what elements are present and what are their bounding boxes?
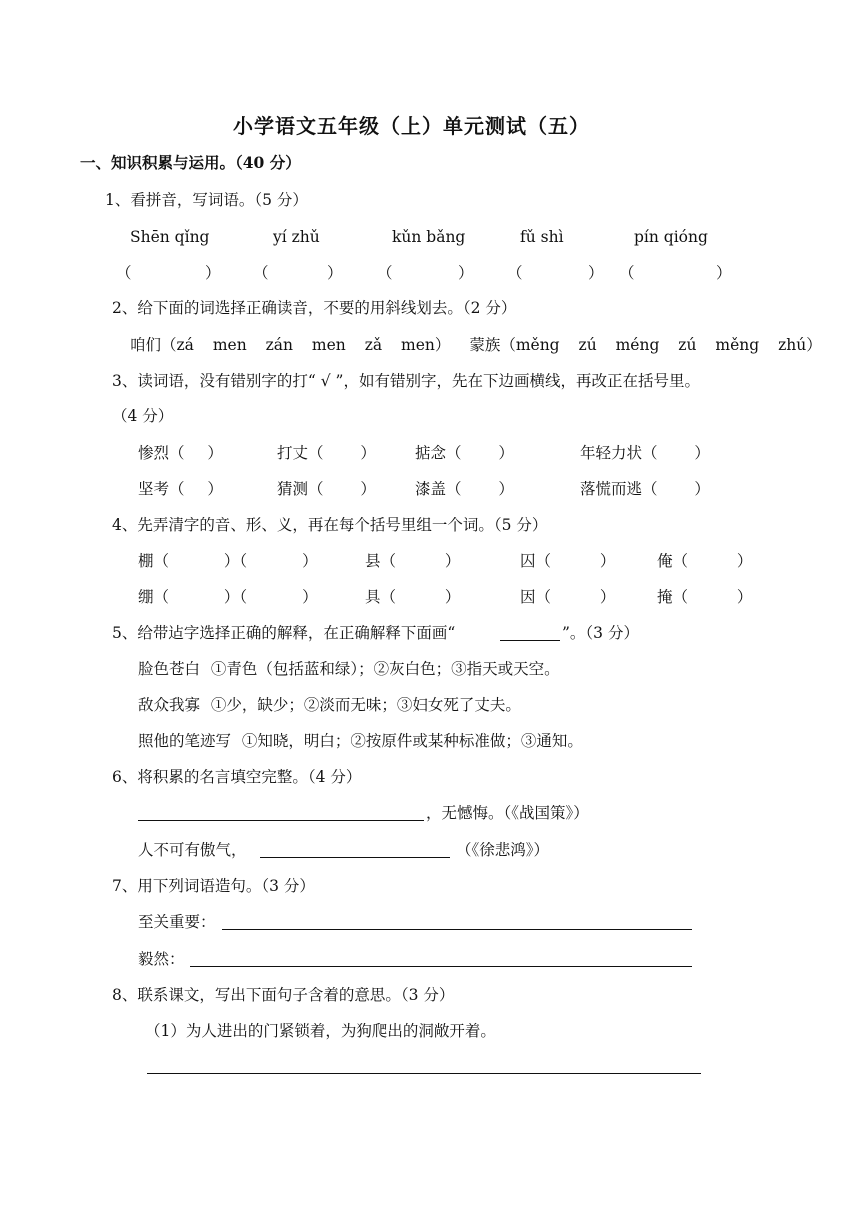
definition-line: 脸色苍白 ①青色（包括蓝和绿）；②灰白色；③指天或天空。 — [138, 660, 560, 678]
word-item: 因（ ） — [520, 588, 616, 606]
word-item: 坚考（ ） — [138, 480, 223, 498]
page-title: 小学语文五年级（上）单元测试（五） — [233, 114, 590, 138]
word-item: 县（ ） — [365, 552, 461, 570]
question-6-heading: 6、将积累的名言填空完整。（4 分） — [112, 768, 362, 786]
answer-bracket-open: （ — [507, 264, 523, 282]
word-item: 具（ ） — [365, 588, 461, 606]
answer-bracket-open: （ — [116, 264, 132, 282]
word-item: 惨烈（ ） — [138, 444, 223, 462]
pinyin-5: pín qióng — [634, 228, 708, 246]
question-3-score: （4 分） — [112, 407, 174, 425]
word-item: 棚（ ）（ ） — [138, 552, 318, 570]
word-item: 掩（ ） — [657, 588, 753, 606]
pinyin-2: yí zhǔ — [273, 228, 320, 246]
answer-bracket-close: ） — [327, 264, 343, 282]
definition-line: 敌众我寡 ①少，缺少；②淡而无味；③妇女死了丈夫。 — [138, 696, 521, 714]
word-prompt: 毅然： — [138, 950, 185, 968]
pinyin-3: kǔn bǎng — [392, 228, 466, 246]
answer-bracket-open: （ — [377, 264, 393, 282]
answer-bracket-close: ） — [458, 264, 474, 282]
question-5-heading: 5、给带迠字选择正确的解释，在正确解释下面画“ — [112, 624, 456, 642]
question-2-heading: 2、给下面的词选择正确读音，不要的用斜线划去。（2 分） — [112, 299, 517, 317]
definition-line: 照他的笔迹写 ①知晓，明白；②按原件或某种标准做；③通知。 — [138, 732, 583, 750]
word-item: 囚（ ） — [520, 552, 616, 570]
answer-bracket-close: ） — [205, 264, 221, 282]
word-item: 落慌而逃（ ） — [580, 480, 710, 498]
pinyin-1: Shēn qǐng — [130, 228, 210, 246]
word-item: 猜测（ ） — [277, 480, 376, 498]
underline-sample — [500, 640, 560, 641]
question-3-heading: 3、读词语，没有错别字的打“ √ ”，如有错别字，先在下边画横线，再改正在括号里。 — [112, 372, 700, 390]
word-item: 绷（ ）（ ） — [138, 588, 318, 606]
word-item: 掂念（ ） — [415, 444, 514, 462]
question-7-heading: 7、用下列词语造句。（3 分） — [112, 877, 315, 895]
word-item: 年轻力状（ ） — [580, 444, 710, 462]
answer-line[interactable] — [260, 857, 450, 858]
answer-line[interactable] — [138, 820, 424, 821]
section-heading: 一、知识积累与运用。（40 分） — [80, 153, 301, 172]
quote-text: 人不可有傲气， — [138, 841, 247, 859]
question-2-options: 咱们（zá men zán men zǎ men） 蒙族（měng zú méng zú měng zhú） — [130, 336, 822, 354]
question-8-heading: 8、联系课文，写出下面句子含着的意思。（3 分） — [112, 986, 455, 1004]
question-1-heading: 1、看拼音，写词语。（5 分） — [105, 191, 308, 209]
quote-source: （《徐悲鸿》） — [456, 841, 550, 859]
word-item: 俺（ ） — [657, 552, 753, 570]
answer-line[interactable] — [190, 966, 692, 967]
answer-line[interactable] — [147, 1073, 701, 1074]
word-item: 漆盖（ ） — [415, 480, 514, 498]
pinyin-4: fǔ shì — [520, 228, 564, 246]
question-4-heading: 4、先弄清字的音、形、义，再在每个括号里组一个词。（5 分） — [112, 516, 548, 534]
answer-bracket-close: ） — [588, 264, 604, 282]
word-item: 打丈（ ） — [277, 444, 376, 462]
quote-source: ，无憾悔。（《战国策》） — [426, 804, 589, 822]
sentence-prompt: （1）为人进出的门紧锁着，为狗爬出的洞敞开着。 — [145, 1022, 496, 1040]
answer-bracket-close: ） — [716, 264, 732, 282]
question-5-heading-end: ”。（3 分） — [562, 624, 639, 642]
answer-bracket-open: （ — [619, 264, 635, 282]
word-prompt: 至关重要： — [138, 913, 216, 931]
answer-bracket-open: （ — [253, 264, 269, 282]
answer-line[interactable] — [222, 929, 692, 930]
